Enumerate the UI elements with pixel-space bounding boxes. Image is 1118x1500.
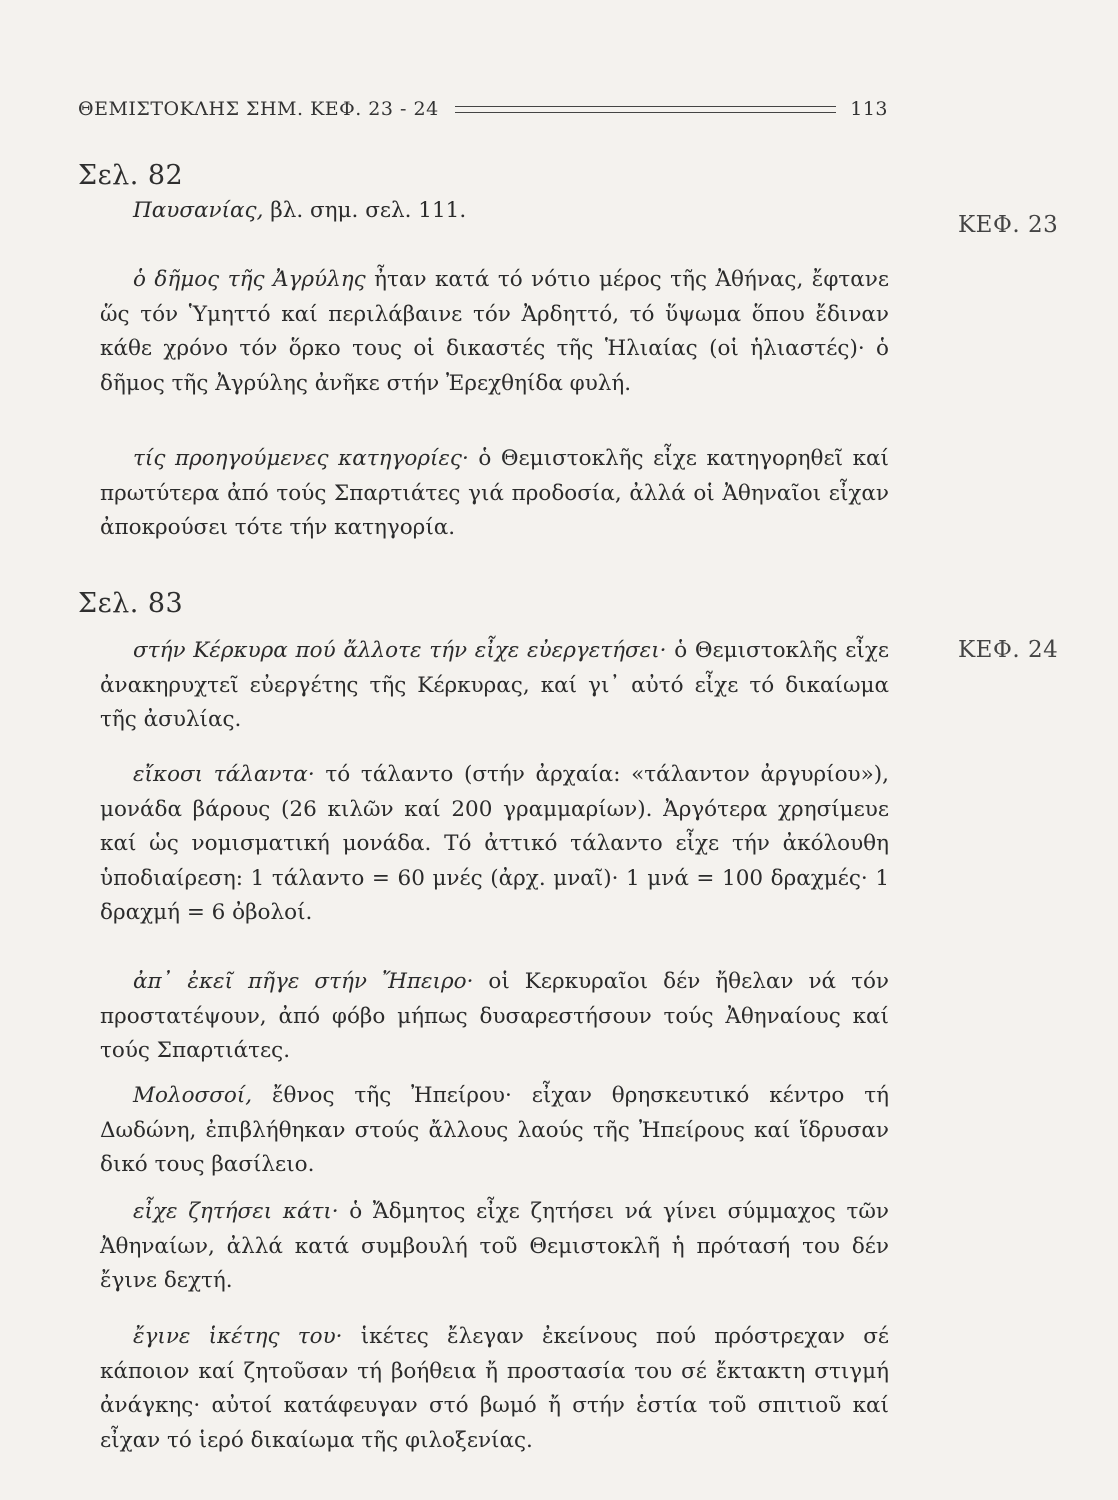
note-agryle bbox=[100, 263, 889, 401]
note-lemma: στήν Κέρκυρα πού ἄλλοτε τήν εἶχε εὐεργετήσει· bbox=[133, 638, 667, 663]
note-lemma: τίς προηγούμενες κατηγορίες· bbox=[133, 446, 469, 471]
note-lemma: ὁ δῆμος τῆς Ἀγρύλης bbox=[133, 267, 366, 292]
note-lemma: Μολοσσοί, bbox=[133, 1083, 253, 1108]
note-text: ἦταν κατά τό νότιο μέρος τῆς Ἀθήνας, ἔφτανε ὥς τόν Ὑμηττό καί περιλάβαινε τόν Ἀρδηττό, τό ὕψωμα ὅπου ἔδιναν κάθε χρόνο τόν ὅρκο τους οἱ δικαστές τῆς Ἡλιαίας (οἱ ἡλιαστές)· ὁ δῆμος τῆς Ἀγρύλης ἀνῆκε στήν Ἐρεχθηίδα φυλή. bbox=[100, 267, 889, 396]
section-heading-sel-83: Σελ. 83 bbox=[78, 588, 184, 619]
running-header bbox=[78, 94, 888, 124]
note-lemma: Παυσανίας, bbox=[133, 198, 264, 223]
note-text: τό τάλαντο (στήν ἀρχαία: «τάλαντον ἀργυρίου»), μονάδα βάρους (26 κιλῶν καί 200 γραμμαρίων). Ἀργότερα χρησίμευε καί ὡς νομισματική μονάδα. Τό ἀττικό τάλαντο εἶχε τήν ἀκόλουθη ὑποδιαίρεση: 1 τάλαντο = 60 μνές (ἀρχ. μναῖ)· 1 μνά = 100 δραχμές· 1 δραχμή = 6 ὀβολοί. bbox=[100, 762, 890, 926]
note-text: ἔθνος τῆς Ἠπείρου· εἶχαν θρησκευτικό κέντρο τή Δωδώνη, ἐπιβλήθηκαν στούς ἄλλους λαούς τῆς Ἠπείρους καί ἵδρυσαν δικό τους βασίλειο. bbox=[100, 1083, 889, 1178]
section-heading-sel-82: Σελ. 82 bbox=[78, 160, 184, 191]
note-epirus bbox=[100, 965, 889, 1069]
note-molossians bbox=[100, 1079, 889, 1183]
note-admetus bbox=[100, 1195, 889, 1299]
page-number: 113 bbox=[850, 98, 888, 120]
running-header-title: ΘΕΜΙΣΤΟΚΛΗΣ ΣΗΜ. ΚΕΦ. 23 - 24 bbox=[78, 98, 439, 120]
note-pausanias bbox=[133, 194, 889, 229]
note-kerkyra bbox=[100, 634, 889, 738]
note-text: οἱ Κερκυραῖοι δέν ἤθελαν νά τόν προστατέψουν, ἀπό φόβο μήπως δυσαρεστήσουν τούς Ἀθηναίους καί τούς Σπαρτιάτες. bbox=[100, 969, 889, 1064]
chapter-marker-23: ΚΕΦ. 23 bbox=[958, 212, 1059, 238]
note-lemma: ἔγινε ἱκέτης του· bbox=[133, 1324, 343, 1349]
note-text: ἱκέτες ἔλεγαν ἐκείνους πού πρόστρεχαν σέ κάποιον καί ζητοῦσαν τή βοήθεια ἤ προστασία του σέ ἔκτακτη στιγμή ἀνάγκης· αὐτοί κατάφευγαν στό βωμό ἤ στήν ἑστία τοῦ σπιτιοῦ καί εἶχαν τό ἱερό δικαίωμα τῆς φιλοξενίας. bbox=[100, 1324, 890, 1453]
chapter-marker-24: ΚΕΦ. 24 bbox=[958, 637, 1059, 663]
note-text: ὁ Θεμιστοκλῆς εἶχε κατηγορηθεῖ καί πρωτύτερα ἀπό τούς Σπαρτιάτες γιά προδοσία, ἀλλά οἱ Ἀθηναῖοι εἶχαν ἀποκρούσει τότε τήν κατηγορία. bbox=[100, 446, 889, 541]
note-talents bbox=[100, 758, 889, 931]
header-double-rule bbox=[455, 106, 837, 113]
note-text: ὁ Θεμιστοκλῆς εἶχε ἀνακηρυχτεῖ εὐεργέτης τῆς Κέρκυρας, καί γι᾿ αὐτό εἶχε τό δικαίωμα τῆς ἀσυλίας. bbox=[100, 638, 889, 733]
note-lemma: εἴκοσι τάλαντα· bbox=[133, 762, 315, 787]
note-text: ὁ Ἄδμητος εἶχε ζητήσει νά γίνει σύμμαχος τῶν Ἀθηναίων, ἀλλά κατά συμβουλή τοῦ Θεμιστοκλῆ ἡ πρότασή του δέν ἔγινε δεχτή. bbox=[100, 1199, 889, 1294]
note-suppliant bbox=[100, 1320, 889, 1458]
note-lemma: εἶχε ζητήσει κάτι· bbox=[133, 1199, 339, 1224]
note-lemma: ἀπ᾿ ἐκεῖ πῆγε στήν Ἤπειρο· bbox=[133, 969, 474, 994]
note-previous-charges bbox=[100, 442, 889, 546]
note-text: βλ. σημ. σελ. 111. bbox=[263, 198, 467, 223]
